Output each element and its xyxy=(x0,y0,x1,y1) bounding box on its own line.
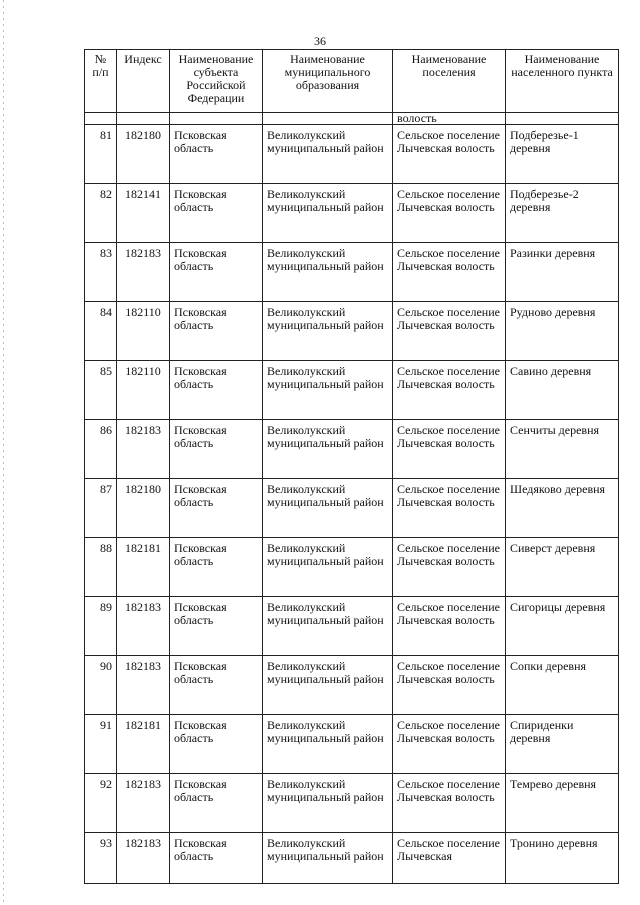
table-row xyxy=(85,302,619,361)
table-row xyxy=(85,125,619,184)
cell-locality: Сигорицы деревня xyxy=(506,597,619,656)
cell-num xyxy=(85,113,117,125)
cell-subject: Псковская область xyxy=(170,833,263,884)
cell-municipality: Великолукский муниципальный район xyxy=(263,184,393,243)
table-row xyxy=(85,479,619,538)
cell-locality: Подберезье-1 деревня xyxy=(506,125,619,184)
cell-num: 85 xyxy=(85,361,117,420)
table-row xyxy=(85,243,619,302)
cell-subject: Псковская область xyxy=(170,479,263,538)
table-row xyxy=(85,361,619,420)
cell-num: 92 xyxy=(85,774,117,833)
cell-num: 82 xyxy=(85,184,117,243)
cell-index: 182183 xyxy=(117,833,170,884)
table-row xyxy=(85,833,619,884)
table-row xyxy=(85,774,619,833)
cell-municipality xyxy=(263,113,393,125)
cell-index: 182180 xyxy=(117,125,170,184)
cell-settlement: Сельское поселение Лычевская волость xyxy=(393,361,506,420)
header-num: № п/п xyxy=(85,50,117,113)
cell-settlement: Сельское поселение Лычевская волость xyxy=(393,184,506,243)
cell-locality: Савино деревня xyxy=(506,361,619,420)
cell-municipality: Великолукский муниципальный район xyxy=(263,833,393,884)
cell-index: 182183 xyxy=(117,774,170,833)
cell-num: 88 xyxy=(85,538,117,597)
cell-subject: Псковская область xyxy=(170,538,263,597)
cell-index: 182110 xyxy=(117,361,170,420)
cell-subject: Псковская область xyxy=(170,361,263,420)
cell-num: 84 xyxy=(85,302,117,361)
header-subject: Наименование субъекта Российской Федерации xyxy=(170,50,263,113)
table-row xyxy=(85,597,619,656)
cell-locality: Сиверст деревня xyxy=(506,538,619,597)
cell-subject xyxy=(170,113,263,125)
cell-municipality: Великолукский муниципальный район xyxy=(263,597,393,656)
settlements-table xyxy=(84,49,619,884)
cell-num: 89 xyxy=(85,597,117,656)
cell-locality: Подберезье-2 деревня xyxy=(506,184,619,243)
table-row xyxy=(85,184,619,243)
table-body xyxy=(85,113,619,884)
cell-locality: Сенчиты деревня xyxy=(506,420,619,479)
cell-index: 182180 xyxy=(117,479,170,538)
page-number: 36 xyxy=(314,34,326,48)
cell-subject: Псковская область xyxy=(170,302,263,361)
table-row xyxy=(85,656,619,715)
cell-settlement: Сельское поселение Лычевская волость xyxy=(393,125,506,184)
cell-num: 93 xyxy=(85,833,117,884)
cell-index: 182183 xyxy=(117,420,170,479)
cell-settlement: Сельское поселение Лычевская волость xyxy=(393,774,506,833)
cell-locality: Тронино деревня xyxy=(506,833,619,884)
cell-index: 182110 xyxy=(117,302,170,361)
header-locality: Наименование населенного пункта xyxy=(506,50,619,113)
cell-subject: Псковская область xyxy=(170,656,263,715)
table-row xyxy=(85,420,619,479)
cell-settlement: Сельское поселение Лычевская волость xyxy=(393,479,506,538)
cell-subject: Псковская область xyxy=(170,715,263,774)
cell-num: 83 xyxy=(85,243,117,302)
cell-index: 182141 xyxy=(117,184,170,243)
cell-municipality: Великолукский муниципальный район xyxy=(263,479,393,538)
cell-index xyxy=(117,113,170,125)
cell-subject: Псковская область xyxy=(170,774,263,833)
cell-settlement: Сельское поселение Лычевская волость xyxy=(393,715,506,774)
table-row xyxy=(85,715,619,774)
cell-municipality: Великолукский муниципальный район xyxy=(263,361,393,420)
cell-settlement: Сельское поселение Лычевская волость xyxy=(393,538,506,597)
cell-municipality: Великолукский муниципальный район xyxy=(263,538,393,597)
cell-subject: Псковская область xyxy=(170,184,263,243)
cell-subject: Псковская область xyxy=(170,597,263,656)
cell-settlement: Сельское поселение Лычевская xyxy=(393,833,506,884)
cell-subject: Псковская область xyxy=(170,420,263,479)
cell-locality: Темрево деревня xyxy=(506,774,619,833)
cell-municipality: Великолукский муниципальный район xyxy=(263,302,393,361)
cell-num: 86 xyxy=(85,420,117,479)
header-settlement: Наименование поселения xyxy=(393,50,506,113)
cell-municipality: Великолукский муниципальный район xyxy=(263,420,393,479)
cell-settlement: Сельское поселение Лычевская волость xyxy=(393,420,506,479)
cell-settlement: волость xyxy=(393,113,506,125)
cell-index: 182183 xyxy=(117,656,170,715)
scan-edge-mark xyxy=(3,0,4,905)
cell-settlement: Сельское поселение Лычевская волость xyxy=(393,243,506,302)
header-index: Индекс xyxy=(117,50,170,113)
table-header-row xyxy=(85,50,619,113)
cell-num: 91 xyxy=(85,715,117,774)
cell-settlement: Сельское поселение Лычевская волость xyxy=(393,656,506,715)
cell-index: 182183 xyxy=(117,597,170,656)
cell-municipality: Великолукский муниципальный район xyxy=(263,774,393,833)
table-row-carryover xyxy=(85,113,619,125)
cell-locality: Сопки деревня xyxy=(506,656,619,715)
cell-num: 87 xyxy=(85,479,117,538)
cell-municipality: Великолукский муниципальный район xyxy=(263,243,393,302)
table-row xyxy=(85,538,619,597)
document-sheet xyxy=(84,49,619,884)
cell-municipality: Великолукский муниципальный район xyxy=(263,125,393,184)
cell-locality: Шедяково деревня xyxy=(506,479,619,538)
cell-municipality: Великолукский муниципальный район xyxy=(263,715,393,774)
cell-index: 182183 xyxy=(117,243,170,302)
cell-locality: Рудново деревня xyxy=(506,302,619,361)
cell-index: 182181 xyxy=(117,538,170,597)
cell-municipality: Великолукский муниципальный район xyxy=(263,656,393,715)
cell-subject: Псковская область xyxy=(170,125,263,184)
cell-locality: Разинки деревня xyxy=(506,243,619,302)
cell-num: 81 xyxy=(85,125,117,184)
cell-index: 182181 xyxy=(117,715,170,774)
cell-settlement: Сельское поселение Лычевская волость xyxy=(393,302,506,361)
cell-settlement: Сельское поселение Лычевская волость xyxy=(393,597,506,656)
header-municipality: Наименование муниципального образования xyxy=(263,50,393,113)
cell-locality: Спириденки деревня xyxy=(506,715,619,774)
cell-locality xyxy=(506,113,619,125)
cell-subject: Псковская область xyxy=(170,243,263,302)
cell-num: 90 xyxy=(85,656,117,715)
